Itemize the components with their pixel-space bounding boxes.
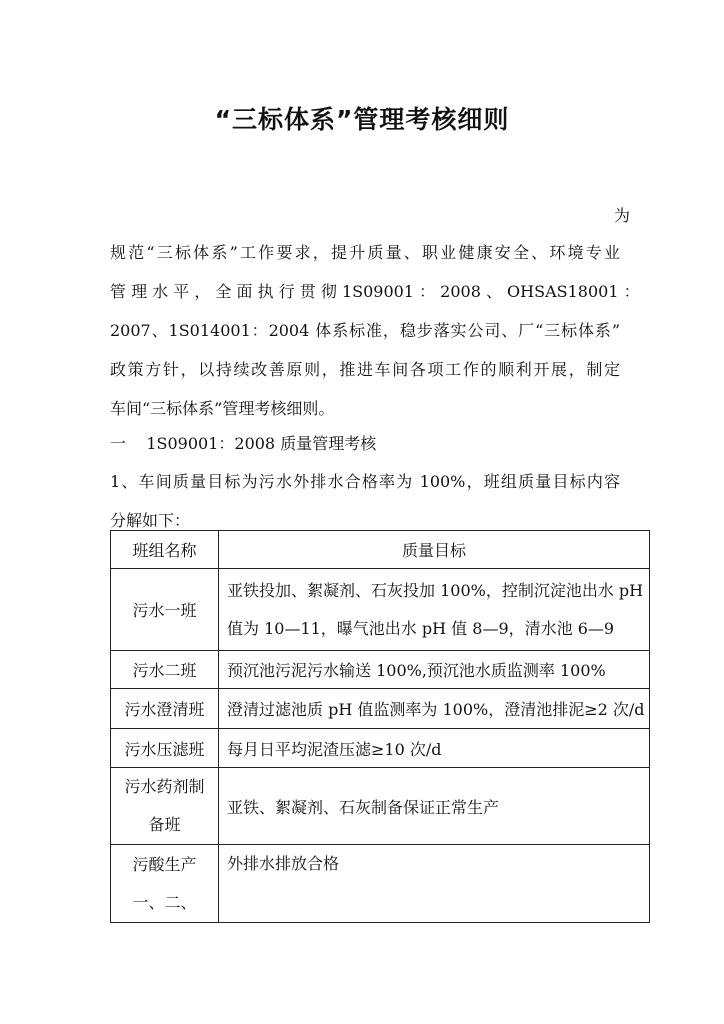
team-name-cell xyxy=(111,768,219,845)
quality-goal-cell: 外排水排放合格 xyxy=(219,845,650,923)
team-name-line: 备班 xyxy=(148,815,181,834)
paragraph-line: 车间“三标体系”管理考核细则。 xyxy=(110,399,335,418)
table-row xyxy=(111,569,650,651)
item-line: 分解如下： xyxy=(110,511,191,530)
table-row xyxy=(111,768,650,845)
goal-line: 亚铁投加、絮凝剂、石灰投加 100%，控制沉淀池出水 pH xyxy=(227,580,644,600)
quality-goal-cell: 预沉池污泥污水输送 100%,预沉池水质监测率 100% xyxy=(219,651,650,689)
item-line: 1、车间质量目标为污水外排水合格率为 100%，班组质量目标内容 xyxy=(110,472,620,491)
header-cell-quality-goal: 质量目标 xyxy=(219,531,650,569)
team-name-cell: 污水压滤班 xyxy=(111,729,219,768)
paragraph-line: 规范“三标体系”工作要求，提升质量、职业健康安全、环境专业 xyxy=(110,243,620,262)
table-row xyxy=(111,729,650,768)
goal-line: 值为 10—11，曝气池出水 pH 值 8—9，清水池 6—9 xyxy=(227,618,615,638)
team-name-line: 污水药剂制 xyxy=(124,777,205,796)
team-name-cell: 污水二班 xyxy=(111,651,219,689)
team-name-cell: 污水澄清班 xyxy=(111,689,219,729)
table-row xyxy=(111,651,650,689)
quality-goals-table xyxy=(110,530,650,923)
quality-goal-cell: 澄清过滤池质 pH 值监测率为 100%，澄清池排泥≥2 次/d xyxy=(219,689,650,729)
header-cell-team-name: 班组名称 xyxy=(111,531,219,569)
quality-goal-cell: 每月日平均泥渣压滤≥10 次/d xyxy=(219,729,650,768)
table-header-row xyxy=(111,531,650,569)
section-heading: 一 1S09001：2008 质量管理考核 xyxy=(110,434,377,453)
paragraph-line: 2007、1S014001：2004 体系标准，稳步落实公司、厂“三标体系” xyxy=(110,321,620,340)
document-title: “三标体系”管理考核细则 xyxy=(214,105,510,134)
quality-goal-cell: 亚铁、絮凝剂、石灰制备保证正常生产 xyxy=(219,768,650,845)
team-name-line: 污酸生产 xyxy=(132,854,197,874)
paragraph-line: 为 xyxy=(614,206,631,225)
paragraph-line: 管 理 水 平 ， 全 面 执 行 贯 彻 1S09001 ： 2008 、 OHSAS18001 ： xyxy=(110,282,640,301)
team-name-cell: 污水一班 xyxy=(111,569,219,651)
paragraph-line: 政策方针，以持续改善原则，推进车间各项工作的顺利开展，制定 xyxy=(110,360,620,379)
quality-goal-cell xyxy=(219,569,650,651)
table-row xyxy=(111,689,650,729)
team-name-cell xyxy=(111,845,219,923)
table-row xyxy=(111,845,650,923)
team-name-line: 一、二、 xyxy=(132,892,197,912)
